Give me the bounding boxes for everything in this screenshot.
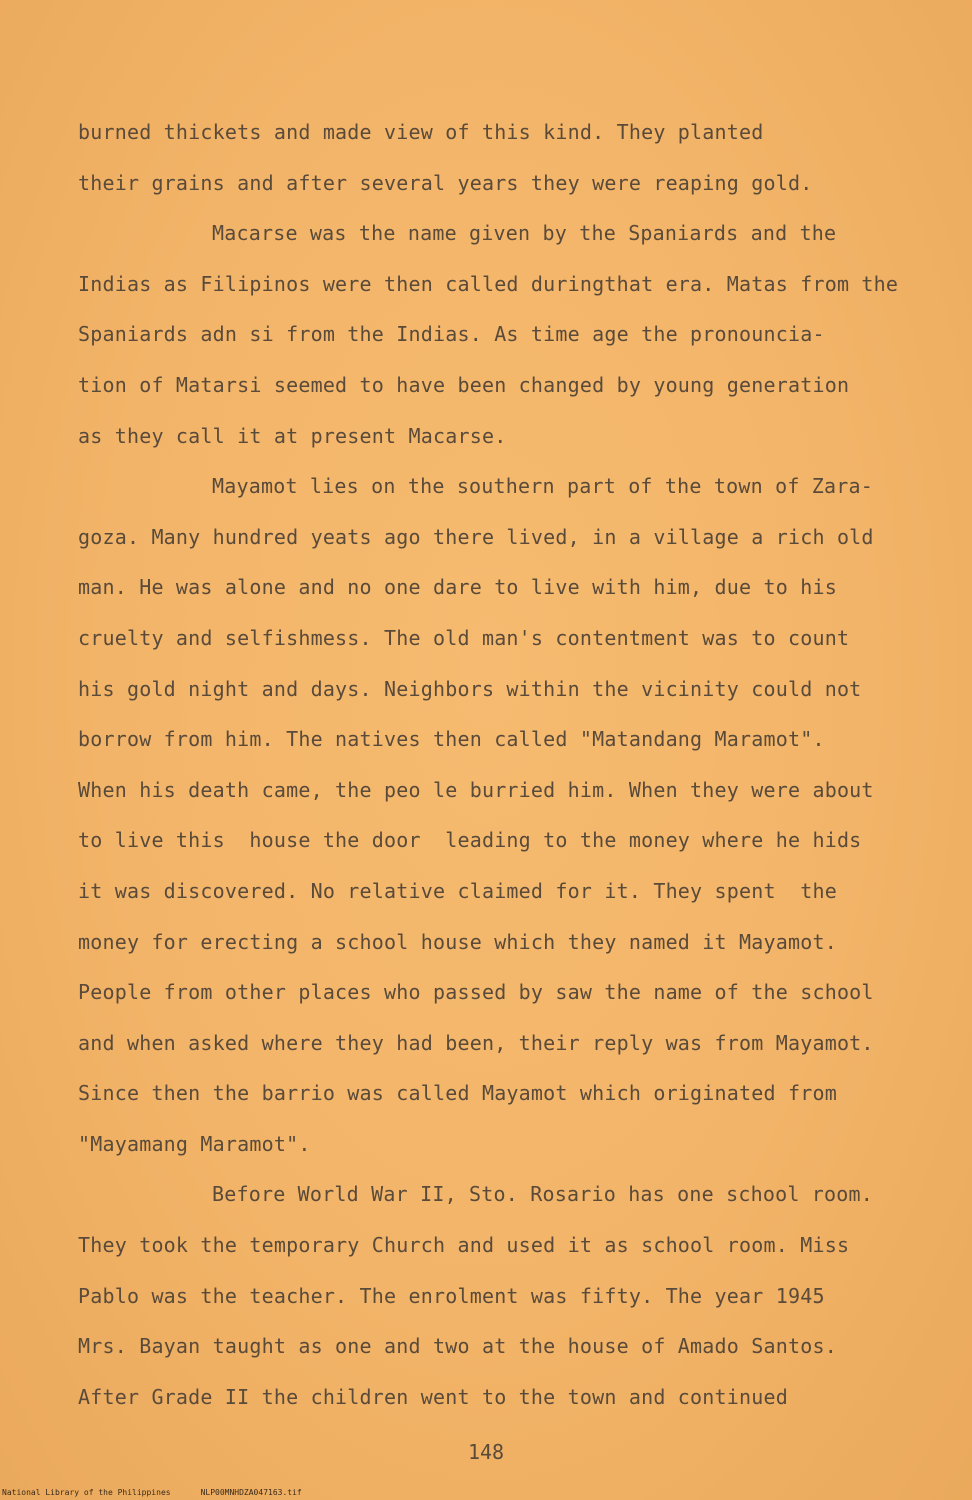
text-line: as they call it at present Macarse. [78, 423, 507, 448]
text-line: to live this house the door leading to the money where he hids [78, 828, 862, 853]
text-line: cruelty and selfishmess. The old man's contentment was to count [78, 625, 850, 650]
text-line: and when asked where they had been, their reply was from Mayamot. [78, 1030, 874, 1055]
text-line: When his death came, the peo le burried him. When they were about [78, 777, 874, 802]
text-line: his gold night and days. Neighbors within the vicinity could not [78, 676, 862, 701]
text-line: People from other places who passed by saw the name of the school [78, 980, 874, 1005]
text-line: Mayamot lies on the southern part of the town of Zara- [212, 474, 874, 499]
scan-footer [2, 1488, 332, 1497]
library-credit: National Library of the Philippines [2, 1488, 171, 1497]
text-line: it was discovered. No relative claimed for it. They spent the [78, 878, 837, 903]
document-body [78, 112, 928, 1427]
text-line: "Mayamang Maramot". [78, 1131, 311, 1156]
text-line: Before World War II, Sto. Rosario has one school room. [212, 1182, 874, 1207]
page-number: 148 [467, 1440, 505, 1464]
text-line: Pablo was the teacher. The enrolment was fifty. The year 1945 [78, 1283, 825, 1308]
text-line: Indias as Filipinos were then called duringthat era. Matas from the [78, 271, 899, 296]
text-line: After Grade II the children went to the town and continued [78, 1384, 788, 1409]
text-line: money for erecting a school house which they named it Mayamot. [78, 929, 837, 954]
text-line: borrow from him. The natives then called "Matandang Maramot". [78, 727, 825, 752]
text-line: their grains and after several years they were reaping gold. [78, 170, 813, 195]
text-line: tion of Matarsi seemed to have been changed by young generation [78, 372, 850, 397]
text-line: Since then the barrio was called Mayamot which originated from [78, 1081, 837, 1106]
file-name: NLP00MNHDZA047163.tif [200, 1488, 302, 1497]
text-line: Mrs. Bayan taught as one and two at the house of Amado Santos. [78, 1334, 837, 1359]
text-line: They took the temporary Church and used it as school room. Miss [78, 1233, 850, 1258]
text-line: man. He was alone and no one dare to live with him, due to his [78, 575, 837, 600]
text-line: burned thickets and made view of this kind. They planted [78, 120, 764, 144]
text-line: goza. Many hundred yeats ago there lived, in a village a rich old [78, 524, 874, 549]
text-line: Macarse was the name given by the Spaniards and the [212, 221, 837, 246]
text-line: Spaniards adn si from the Indias. As time age the pronouncia- [78, 322, 825, 347]
